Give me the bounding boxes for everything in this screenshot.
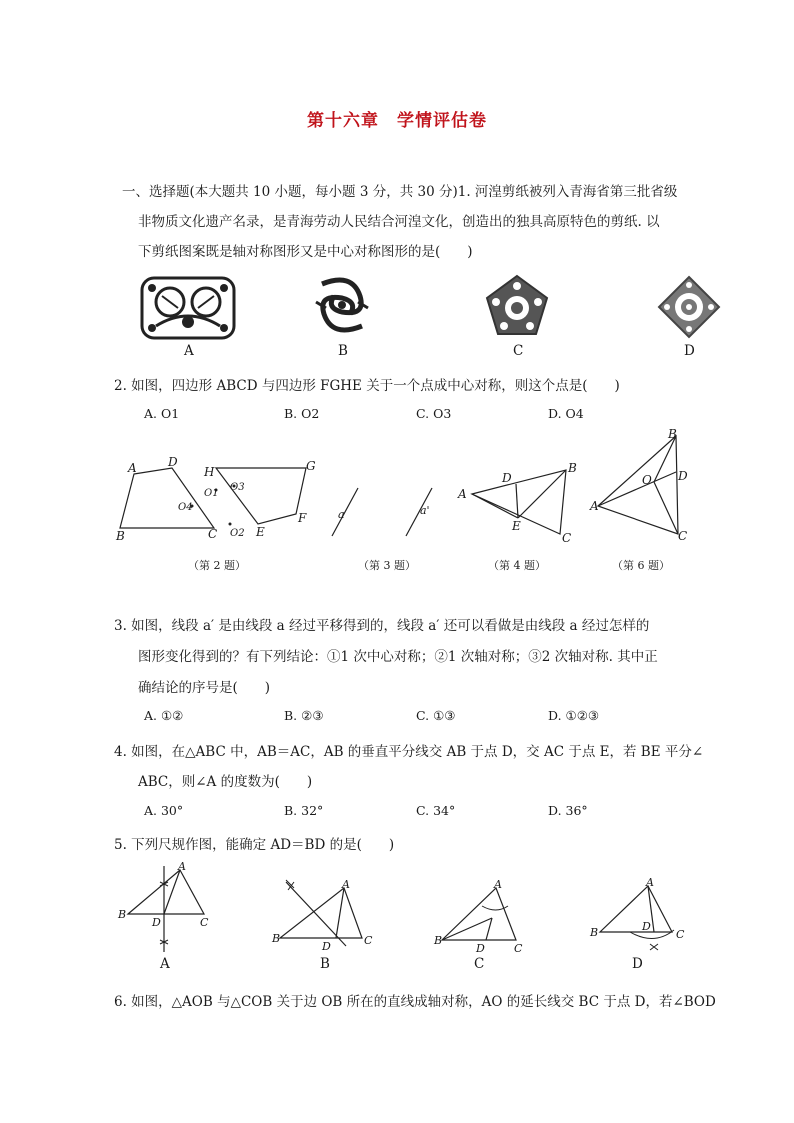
svg-text:A: A	[342, 878, 350, 891]
q4-option-c: C. 34°	[416, 803, 456, 818]
svg-text:A: A	[494, 878, 502, 891]
q3-option-b: B. ②③	[284, 708, 324, 723]
svg-text:C: C	[514, 942, 523, 955]
papercut-b-image	[312, 272, 372, 338]
svg-text:C: C	[200, 916, 209, 929]
fig2-label-d: D	[168, 455, 178, 469]
svg-text:D: D	[322, 940, 331, 953]
papercut-label-d: D	[684, 343, 695, 359]
fig2-label-o2: O2	[230, 528, 245, 539]
svg-text:B: B	[434, 934, 443, 947]
fig6-label-d: D	[678, 469, 688, 483]
q1-line-1: 一、选择题(本大题共 10 小题，每小题 3 分，共 30 分)1. 河湟剪纸被列入青海省第三批省级	[122, 184, 678, 200]
q4-option-d: D. 36°	[548, 803, 588, 818]
caption-fig2: （第 2 题）	[188, 559, 246, 572]
papercut-d-image	[658, 276, 720, 338]
svg-text:A: A	[646, 876, 654, 889]
figure-q4	[456, 456, 586, 546]
papercut-a-image	[140, 276, 236, 340]
figure-q5-d	[590, 876, 700, 956]
fig2-label-o1: O1	[204, 488, 219, 499]
q5-label-a: A	[160, 956, 170, 972]
q3-option-d: D. ①②③	[548, 708, 600, 723]
fig2-label-g: G	[306, 459, 316, 473]
caption-fig6: （第 6 题）	[612, 559, 670, 572]
q4-option-a: A. 30°	[144, 803, 184, 818]
fig2-label-o4: O4	[178, 502, 193, 513]
fig2-label-o3: O3	[230, 482, 245, 493]
q1-line-3: 下剪纸图案既是轴对称图形又是中心对称图形的是( )	[138, 244, 473, 260]
svg-text:B: B	[272, 932, 281, 945]
q5-label-d: D	[632, 956, 643, 972]
q3-option-a: A. ①②	[144, 708, 184, 723]
q4-option-b: B. 32°	[284, 803, 324, 818]
svg-text:B: B	[590, 926, 599, 939]
fig2-label-h: H	[204, 465, 215, 479]
papercut-c-image	[484, 274, 550, 338]
fig2-label-e: E	[256, 525, 265, 539]
svg-text:A: A	[178, 860, 186, 873]
papercut-label-a: A	[184, 343, 194, 359]
q6-line-1: 6. 如图，△AOB 与△COB 关于边 OB 所在的直线成轴对称，AO 的延长线交 BC 于点 D，若∠BOD	[114, 994, 716, 1010]
fig3-label-a-prime: a'	[420, 504, 430, 517]
figure-q5-b	[272, 876, 382, 956]
svg-text:C: C	[676, 928, 685, 941]
q4-line-2: ABC，则∠A 的度数为( )	[138, 774, 313, 790]
q2-option-c: C. O3	[416, 406, 452, 421]
figure-q2	[110, 456, 330, 546]
q3-option-c: C. ①③	[416, 708, 456, 723]
fig3-label-a: a	[338, 508, 345, 521]
fig4-label-c: C	[562, 531, 572, 545]
fig6-label-o: O	[642, 473, 652, 487]
fig4-label-a: A	[458, 487, 467, 501]
q5-label-c: C	[474, 956, 485, 972]
fig6-label-a: A	[590, 499, 599, 513]
q5-label-b: B	[320, 956, 330, 972]
caption-fig3: （第 3 题）	[358, 559, 416, 572]
fig4-label-b: B	[568, 461, 577, 475]
q3-line-3: 确结论的序号是( )	[138, 680, 271, 696]
fig2-label-a: A	[128, 461, 137, 475]
svg-text:B: B	[118, 908, 127, 921]
svg-text:D: D	[476, 942, 485, 955]
q2-option-a: A. O1	[144, 406, 180, 421]
q2-option-d: D. O4	[548, 406, 584, 421]
fig2-label-f: F	[298, 511, 307, 525]
q3-line-2: 图形变化得到的？有下列结论：①1 次中心对称；②1 次轴对称；③2 次轴对称. 其中正	[138, 649, 658, 665]
q5-stem: 5. 下列尺规作图，能确定 AD＝BD 的是( )	[114, 837, 395, 853]
caption-fig4: （第 4 题）	[488, 559, 546, 572]
fig6-label-c: C	[678, 529, 688, 543]
figure-q5-c	[434, 880, 544, 956]
page-title: 第十六章 学情评估卷	[307, 111, 487, 131]
svg-text:D: D	[642, 920, 651, 933]
fig4-label-e: E	[512, 519, 521, 533]
figure-q5-a	[118, 860, 218, 954]
q4-line-1: 4. 如图，在△ABC 中，AB＝AC，AB 的垂直平分线交 AB 于点 D，交 AC 于点 E，若 BE 平分∠	[114, 744, 704, 760]
fig2-label-b: B	[116, 529, 125, 543]
q1-line-2: 非物质文化遗产名录，是青海劳动人民结合河湟文化，创造出的独具高原特色的剪纸. 以	[138, 214, 660, 230]
svg-text:C: C	[364, 934, 373, 947]
svg-text:D: D	[152, 916, 161, 929]
fig6-label-b: B	[668, 427, 677, 441]
papercut-label-c: C	[513, 343, 524, 359]
fig2-label-c: C	[208, 527, 218, 541]
figure-q6	[590, 428, 700, 548]
q3-line-1: 3. 如图，线段 a′ 是由线段 a 经过平移得到的，线段 a′ 还可以看做是由线段 a 经过怎样的	[114, 618, 650, 634]
q2-stem: 2. 如图，四边形 ABCD 与四边形 FGHE 关于一个点成中心对称，则这个点是( )	[114, 378, 620, 394]
fig4-label-d: D	[502, 471, 512, 485]
q2-option-b: B. O2	[284, 406, 320, 421]
figure-q3	[328, 482, 438, 542]
papercut-label-b: B	[338, 343, 348, 359]
